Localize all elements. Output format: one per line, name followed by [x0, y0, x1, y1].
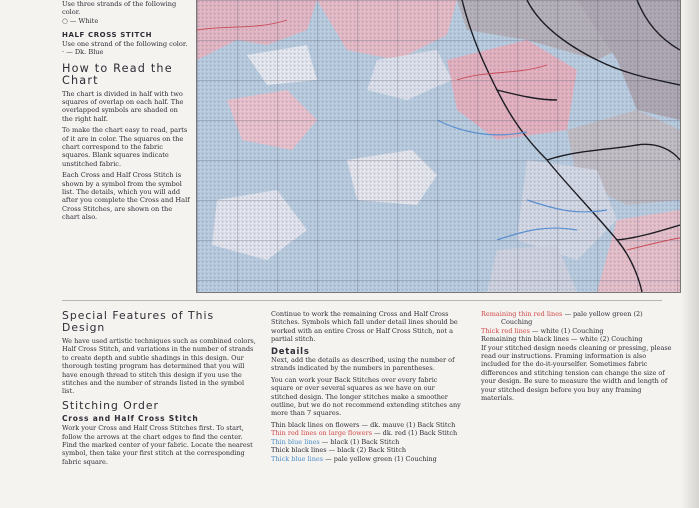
detail-line-5	[271, 455, 461, 463]
chart-graphic	[197, 0, 680, 292]
column-1	[62, 310, 257, 469]
half-cross-heading: HALF CROSS STITCH	[62, 30, 153, 39]
special-features-heading	[62, 310, 257, 334]
detail-line-6-color: Remaining thin red lines	[481, 310, 563, 318]
special-heading-line1: Special Features of This	[62, 309, 215, 322]
continue-text: Continue to work the remaining Cross and Half Cross Stitches. Symbols which fall under detail lines should be worked with an entire Cross or Half Cross Stitch, not a partial stitch.	[271, 310, 458, 344]
how-para-1: The chart is divided in half with two squares of overlap on each half. The overlapped symbols are shaded on the right half.	[62, 89, 184, 123]
detail-line-3	[271, 438, 461, 446]
key-white: ○ — White	[62, 16, 99, 25]
special-heading-line2: Design	[62, 321, 106, 334]
cross-stitch-chart	[196, 0, 681, 293]
detail-line-5-rest: — pale yellow green (1) Couching	[323, 454, 437, 463]
how-para-2: To make the chart easy to read, parts of it are in color. The squares on the chart correspond to the fabric squares. Blank squares indicate unstitched fabric.	[62, 126, 188, 168]
detail-line-6-cont: Couching	[501, 318, 533, 327]
details-heading: Details	[271, 345, 310, 356]
section-divider	[62, 300, 662, 301]
detail-line-1: Thin black lines on flowers — dk. mauve (1) Back Stitch	[271, 420, 456, 429]
key-dkblue: · — Dk. Blue	[62, 48, 104, 57]
sidebar	[62, 0, 190, 225]
column-3	[481, 310, 674, 405]
detail-line-8: Remaining thin black lines — white (2) Couching	[481, 335, 643, 344]
half-cross-text: Use one strand of the following color.	[62, 40, 188, 49]
how-para-3: Each Cross and Half Cross Stitch is shown by a symbol from the symbol list. The details, which you will add after you complete the Cross and Half Cross Stitches, are shown on the chart also.	[62, 171, 190, 221]
intro-line: Use three strands of the following color.	[62, 0, 177, 17]
column-2	[271, 310, 461, 463]
detail-line-3-color: Thin blue lines	[271, 437, 320, 446]
detail-line-2-color: Thin red lines on large flowers	[271, 429, 373, 438]
detail-line-3-rest: — black (1) Back Stitch	[319, 437, 400, 446]
stitching-order-heading: Stitching Order	[62, 398, 159, 412]
detail-line-7-rest: — white (1) Couching	[529, 326, 604, 335]
special-features-text: We have used artistic techniques such as combined colors, Half Cross Stitch, and variations in the number of strands to create depth and subtle shadings in this design. Our thorough testing program has determined that you will have enough thread to stitch this design if you use the stitches and the number of strands listed in the symbol list.	[62, 337, 256, 396]
details-text-2: You can work your Back Stitches over every fabric square or over several squares as we have on our stitched design. The longer stitches make a smoother outline, but we do not recommend extending stitches any more than 7 squares.	[271, 375, 461, 418]
detail-line-6-rest: — pale yellow green (2)	[562, 310, 643, 318]
detail-line-4: Thick black lines — black (2) Back Stitch	[271, 446, 407, 455]
page-edge-shadow	[681, 0, 699, 508]
detail-line-7-color: Thick red lines	[481, 326, 530, 335]
stitching-order-text: Work your Cross and Half Cross Stitches first. To start, follow the arrows at the chart edges to find the center. Find the marked center of your fabric. Locate the nearest symbol, then take your first stitch at the corresponding fabric square.	[62, 424, 253, 466]
detail-line-6	[481, 310, 674, 318]
how-to-read-heading	[62, 63, 190, 88]
details-text-1: Next, add the details as described, using the number of strands indicated by the numbers in parentheses.	[271, 356, 455, 373]
cross-stitch-subheading: Cross and Half Cross Stitch	[62, 413, 199, 423]
detail-line-7	[481, 327, 674, 335]
detail-line-2	[271, 429, 461, 437]
how-heading-line2: Chart	[62, 74, 99, 88]
detail-line-5-color: Thick blue lines	[271, 454, 324, 463]
finishing-text: If your stitched design needs cleaning or pressing, please read our instructions. Framing information is also included for the do-it-yourselfer. Sometimes fabric differences and stitching tension can change the size of your design. Be sure to measure the width and length of your stitched design before you buy any framing materials.	[481, 343, 672, 403]
how-heading-line1: How to Read the	[62, 61, 173, 75]
detail-line-2-rest: — dk. red (1) Back Stitch	[372, 429, 458, 438]
